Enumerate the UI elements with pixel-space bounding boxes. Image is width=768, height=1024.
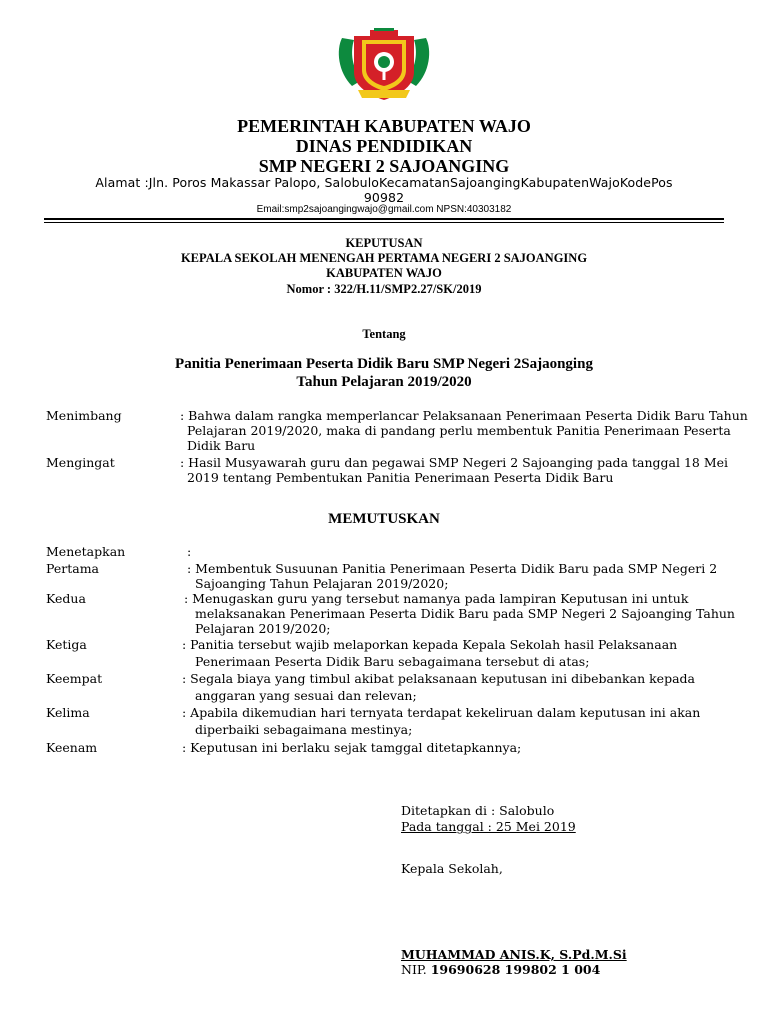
decision-text: Pelajaran 2019/2020; xyxy=(195,621,331,636)
clause-text: : Bahwa dalam rangka memperlancar Pelaksanaan Penerimaan Peserta Didik Baru Tahun xyxy=(180,408,748,423)
decree-subject-year: Tahun Pelajaran 2019/2020 xyxy=(296,374,472,390)
decision-text: Sajoanging Tahun Pelajaran 2019/2020; xyxy=(195,576,449,591)
decision-text: : Panitia tersebut wajib melaporkan kepada Kepala Sekolah hasil Pelaksanaan xyxy=(182,637,678,652)
nip-value: 19690628 199802 1 004 xyxy=(430,962,601,977)
clause-text: Pelajaran 2019/2020, maka di pandang perlu membentuk Panitia Penerimaan Peserta xyxy=(187,423,731,438)
clause-text: 2019 tentang Pembentukan Panitia Penerimaan Peserta Didik Baru xyxy=(187,470,614,485)
government-name: PEMERINTAH KABUPATEN WAJO xyxy=(237,116,531,136)
letterhead-divider-thick xyxy=(44,218,724,220)
decree-issuer: KEPALA SEKOLAH MENENGAH PERTAMA NEGERI 2 SAJOANGING xyxy=(180,251,588,265)
decision-text: Penerimaan Peserta Didik Baru sebagaimana tersebut di atas; xyxy=(195,654,590,669)
decision-label: Keempat xyxy=(46,671,103,686)
decision-label: Keenam xyxy=(46,740,98,755)
decision-text: melaksanakan Penerimaan Peserta Didik Baru pada SMP Negeri 2 Sajoanging Tahun xyxy=(195,606,735,621)
decree-type: KEPUTUSAN xyxy=(345,236,423,250)
clause-text: : Hasil Musyawarah guru dan pegawai SMP Negeri 2 Sajoanging pada tanggal 18 Mei xyxy=(180,455,729,470)
decision-label: Menetapkan xyxy=(46,544,126,559)
letterhead-divider-thin xyxy=(44,222,724,223)
school-name: SMP NEGERI 2 SAJOANGING xyxy=(258,156,510,176)
signatory-position: Kepala Sekolah, xyxy=(401,861,503,876)
decree-issuer-region: KABUPATEN WAJO xyxy=(326,266,442,280)
decision-text: anggaran yang sesuai dan relevan; xyxy=(195,688,417,703)
decree-about: Tentang xyxy=(362,327,406,341)
clause-label: Menimbang xyxy=(46,408,122,423)
decision-text: : Membentuk Susuunan Panitia Penerimaan Peserta Didik Baru pada SMP Negeri 2 xyxy=(187,561,718,576)
signatory-name: MUHAMMAD ANIS.K, S.Pd.M.Si xyxy=(401,947,627,962)
decision-label: Ketiga xyxy=(46,637,87,652)
decision-text: : Segala biaya yang timbul akibat pelaksanaan keputusan ini dibebankan kepada xyxy=(182,671,695,686)
postal-code: 90982 xyxy=(363,190,405,205)
decision-label: Pertama xyxy=(46,561,100,576)
decision-text: : xyxy=(187,544,192,559)
email-npsn: Email:smp2sajoangingwajo@gmail.com NPSN:40303182 xyxy=(256,204,512,215)
clause-label: Mengingat xyxy=(46,455,115,470)
place-of-issue: Ditetapkan di : Salobulo xyxy=(401,803,555,818)
signatory-nip xyxy=(401,962,600,977)
decision-text: : Apabila dikemudian hari ternyata terdapat kekeliruan dalam keputusan ini akan xyxy=(182,705,701,720)
clause-text: Didik Baru xyxy=(187,438,256,453)
decision-text: : Menugaskan guru yang tersebut namanya pada lampiran Keputusan ini untuk xyxy=(184,591,689,606)
decree-subject: Panitia Penerimaan Peserta Didik Baru SMP Negeri 2Sajaonging xyxy=(175,356,593,372)
district-crest-icon xyxy=(336,28,432,102)
decision-label: Kelima xyxy=(46,705,90,720)
decree-number: Nomor : 322/H.11/SMP2.27/SK/2019 xyxy=(286,282,482,296)
decision-text: : Keputusan ini berlaku sejak tamggal ditetapkannya; xyxy=(182,740,522,755)
decision-label: Kedua xyxy=(46,591,86,606)
decision-text: diperbaiki sebagaimana mestinya; xyxy=(195,722,413,737)
nip-label: NIP. xyxy=(401,962,431,977)
date-of-issue: Pada tanggal : 25 Mei 2019 xyxy=(401,819,576,834)
department-name: DINAS PENDIDIKAN xyxy=(295,136,473,156)
address-line: Alamat :Jln. Poros Makassar Palopo, SalobuloKecamatanSajoangingKabupatenWajoKodePos xyxy=(95,175,673,190)
decision-heading: MEMUTUSKAN xyxy=(328,511,440,527)
